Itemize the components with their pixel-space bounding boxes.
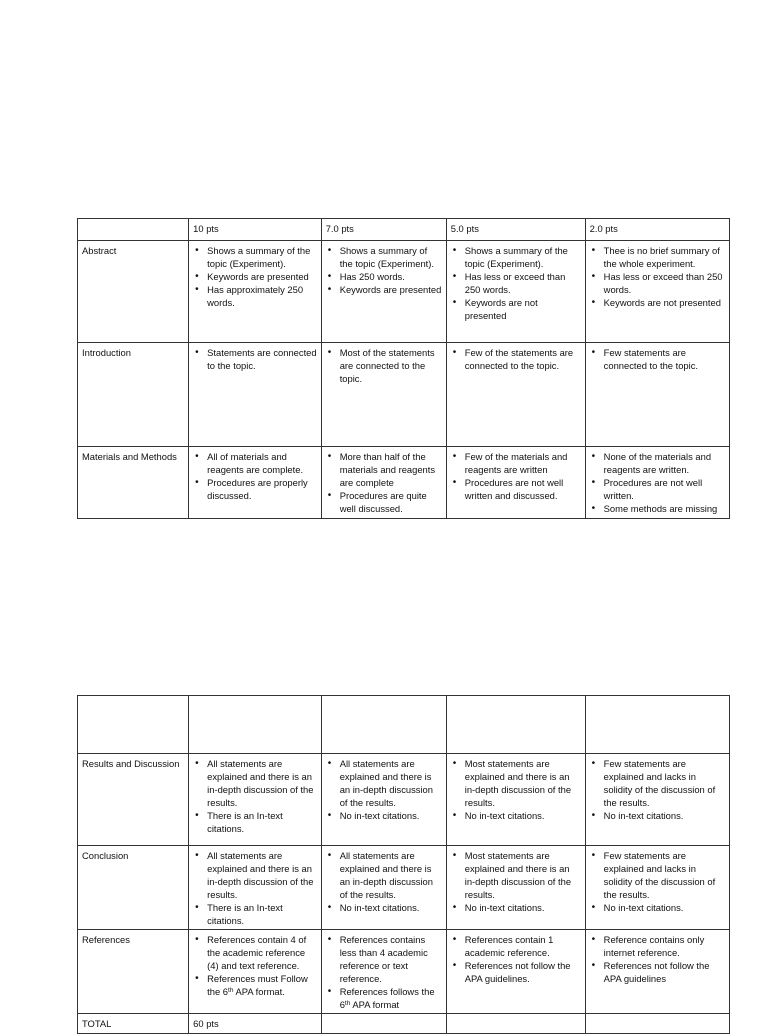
header-cell-empty xyxy=(321,696,446,754)
criteria-cell xyxy=(585,754,729,846)
criteria-cell xyxy=(585,241,729,343)
criteria-item: • References contain 1 academic reference. xyxy=(451,933,581,959)
criteria-cell xyxy=(321,241,446,343)
criteria-item: • Has 250 words. xyxy=(326,270,442,283)
criteria-item: • Shows a summary of the topic (Experiment). xyxy=(326,244,442,270)
criteria-item: • Keywords are not presented xyxy=(451,296,581,322)
criteria-item: • There is an In-text citations. xyxy=(193,809,317,835)
criteria-cell xyxy=(585,930,729,1014)
row-abstract xyxy=(78,241,730,343)
header-cell-blank xyxy=(78,219,189,241)
criteria-item: • Has approximately 250 words. xyxy=(193,283,317,309)
criteria-item: • Procedures are not well written and discussed. xyxy=(451,476,581,502)
header-cell-2-pts: 2.0 pts xyxy=(585,219,729,241)
criteria-item: • Few statements are connected to the topic. xyxy=(590,346,725,372)
criteria-item: • Thee is no brief summary of the whole experiment. xyxy=(590,244,725,270)
row-label-materials-and-methods: Materials and Methods xyxy=(78,447,189,519)
criteria-item: • Shows a summary of the topic (Experiment). xyxy=(451,244,581,270)
criteria-item: • Shows a summary of the topic (Experiment). xyxy=(193,244,317,270)
criteria-item: • No in-text citations. xyxy=(326,901,442,914)
criteria-item: • There is an In-text citations. xyxy=(193,901,317,927)
criteria-item: • References contain 4 of the academic reference (4) and text reference. xyxy=(193,933,317,972)
rubric-table-1 xyxy=(77,218,730,519)
criteria-item: • Procedures are not well written. xyxy=(590,476,725,502)
criteria-cell xyxy=(189,343,322,447)
criteria-item: • References contains less than 4 academic reference or text reference. xyxy=(326,933,442,985)
criteria-item: • Most statements are explained and there is an in-depth discussion of the results. xyxy=(451,849,581,901)
criteria-item: • Has less or exceed than 250 words. xyxy=(590,270,725,296)
criteria-item: • All statements are explained and there is an in-depth discussion of the results. xyxy=(193,757,317,809)
criteria-item: • No in-text citations. xyxy=(326,809,442,822)
header-row xyxy=(78,219,730,241)
criteria-item: • References not follow the APA guidelines xyxy=(590,959,725,985)
criteria-item: • Some methods are missing xyxy=(590,502,725,515)
criteria-item: • Few of the statements are connected to the topic. xyxy=(451,346,581,372)
row-label-introduction: Introduction xyxy=(78,343,189,447)
row-label-conclusion: Conclusion xyxy=(78,846,189,930)
header-cell-5-pts: 5.0 pts xyxy=(446,219,585,241)
criteria-item: • References not follow the APA guidelines. xyxy=(451,959,581,985)
row-introduction xyxy=(78,343,730,447)
row-materials-and-methods xyxy=(78,447,730,519)
criteria-cell xyxy=(321,447,446,519)
criteria-cell xyxy=(189,447,322,519)
criteria-item: • References must Follow the 6th APA format. xyxy=(193,972,317,998)
criteria-item: • More than half of the materials and reagents are complete xyxy=(326,450,442,489)
criteria-cell xyxy=(189,241,322,343)
header-cell-empty xyxy=(189,696,322,754)
criteria-cell xyxy=(321,754,446,846)
criteria-item: • Few of the materials and reagents are written xyxy=(451,450,581,476)
criteria-item: • Few statements are explained and lacks in solidity of the discussion of the results. xyxy=(590,757,725,809)
header-cell-empty xyxy=(585,696,729,754)
criteria-cell xyxy=(189,846,322,930)
criteria-cell xyxy=(446,930,585,1014)
criteria-item: • Keywords are presented xyxy=(193,270,317,283)
criteria-item: • All statements are explained and there is an in-depth discussion of the results. xyxy=(326,757,442,809)
header-cell-10-pts: 10 pts xyxy=(189,219,322,241)
criteria-cell xyxy=(585,447,729,519)
criteria-cell xyxy=(446,343,585,447)
criteria-item: • Few statements are explained and lacks in solidity of the discussion of the results. xyxy=(590,849,725,901)
row-conclusion xyxy=(78,846,730,930)
criteria-cell xyxy=(189,930,322,1014)
row-label-abstract: Abstract xyxy=(78,241,189,343)
criteria-cell xyxy=(585,846,729,930)
criteria-item: • Keywords are not presented xyxy=(590,296,725,309)
criteria-item: • Procedures are quite well discussed. xyxy=(326,489,442,515)
criteria-cell xyxy=(446,846,585,930)
criteria-item: • All statements are explained and there is an in-depth discussion of the results. xyxy=(326,849,442,901)
criteria-item: • Most statements are explained and there is an in-depth discussion of the results. xyxy=(451,757,581,809)
criteria-cell xyxy=(585,343,729,447)
criteria-item: • No in-text citations. xyxy=(451,809,581,822)
header-cell-7-pts: 7.0 pts xyxy=(321,219,446,241)
criteria-item: • All of materials and reagents are complete. xyxy=(193,450,317,476)
criteria-cell xyxy=(321,930,446,1014)
criteria-cell xyxy=(189,754,322,846)
criteria-cell xyxy=(446,447,585,519)
criteria-item: • Has less or exceed than 250 words. xyxy=(451,270,581,296)
criteria-item: • Statements are connected to the topic. xyxy=(193,346,317,372)
row-results-and-discussion xyxy=(78,754,730,846)
criteria-item: • No in-text citations. xyxy=(451,901,581,914)
criteria-item: • Procedures are properly discussed. xyxy=(193,476,317,502)
row-label-results-and-discussion: Results and Discussion xyxy=(78,754,189,846)
criteria-cell xyxy=(446,754,585,846)
rubric-table-2 xyxy=(77,695,730,1034)
criteria-item: • Keywords are presented xyxy=(326,283,442,296)
criteria-item: • References follows the 6th APA format xyxy=(326,985,442,1011)
criteria-item: • Most of the statements are connected to the topic. xyxy=(326,346,442,385)
header-cell-empty xyxy=(446,696,585,754)
row-label-total: TOTAL xyxy=(78,1014,189,1034)
total-points-cell: 60 pts xyxy=(189,1014,322,1034)
criteria-item: • Reference contains only internet reference. xyxy=(590,933,725,959)
header-row-empty xyxy=(78,696,730,754)
criteria-cell xyxy=(321,846,446,930)
criteria-item: • None of the materials and reagents are written. xyxy=(590,450,725,476)
row-label-references: References xyxy=(78,930,189,1014)
row-references xyxy=(78,930,730,1014)
criteria-cell xyxy=(446,241,585,343)
criteria-item: • No in-text citations. xyxy=(590,901,725,914)
criteria-item: • No in-text citations. xyxy=(590,809,725,822)
criteria-item: • All statements are explained and there is an in-depth discussion of the results. xyxy=(193,849,317,901)
criteria-cell xyxy=(321,343,446,447)
header-cell-empty xyxy=(78,696,189,754)
